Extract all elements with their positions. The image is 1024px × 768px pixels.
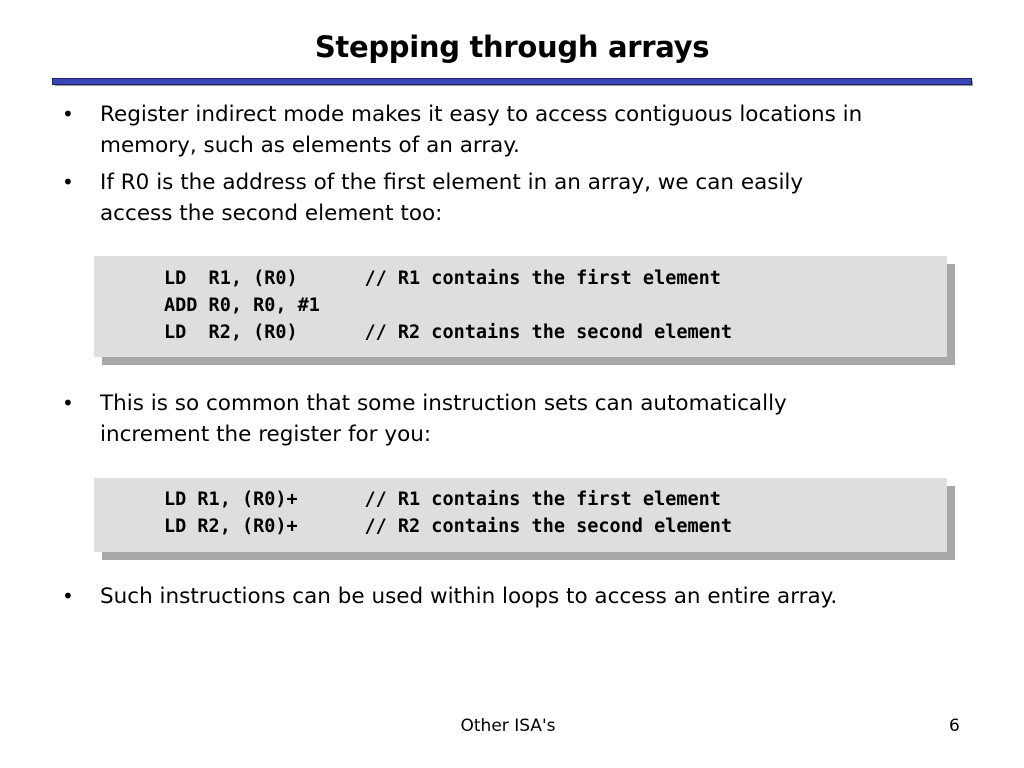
bullet-marker-1: • [62, 102, 74, 126]
bullet-text-3 [100, 388, 960, 450]
code-1-line-3: LD R2, (R0) // R2 contains the second element [164, 322, 733, 343]
bullet-1-line-2: memory, such as elements of an array. [100, 133, 520, 158]
bullet-3-line-1: This is so common that some instruction sets can automatically [100, 391, 787, 416]
title-rule-line [52, 78, 972, 85]
title-rule [52, 78, 972, 87]
bullet-marker-4: • [62, 584, 74, 608]
bullet-text-2 [100, 167, 960, 229]
code-2-line-2: LD R2, (R0)+ // R2 contains the second element [164, 516, 733, 537]
code-2-line-1: LD R1, (R0)+ // R1 contains the first element [164, 489, 721, 510]
code-1-line-1: LD R1, (R0) // R1 contains the first element [164, 268, 721, 289]
bullet-3-line-2: increment the register for you: [100, 422, 432, 447]
bullet-2-line-1: If R0 is the address of the first element in an array, we can easily [100, 170, 804, 195]
bullet-2-line-2: access the second element too: [100, 201, 443, 226]
footer-label: Other ISA's [460, 716, 556, 736]
bullet-1-line-1: Register indirect mode makes it easy to access contiguous locations in [100, 102, 863, 127]
code-block-2 [94, 478, 947, 552]
bullet-text-4 [100, 581, 960, 612]
bullet-marker-3: • [62, 391, 74, 415]
bullet-text-1 [100, 99, 960, 161]
page-number: 6 [949, 716, 960, 736]
bullet-4-line-1: Such instructions can be used within loops to access an entire array. [100, 584, 838, 609]
bullet-marker-2: • [62, 170, 74, 194]
slide-title: Stepping through arrays [314, 30, 710, 64]
code-block-1 [94, 256, 947, 357]
code-1-line-2: ADD R0, R0, #1 [164, 295, 320, 316]
